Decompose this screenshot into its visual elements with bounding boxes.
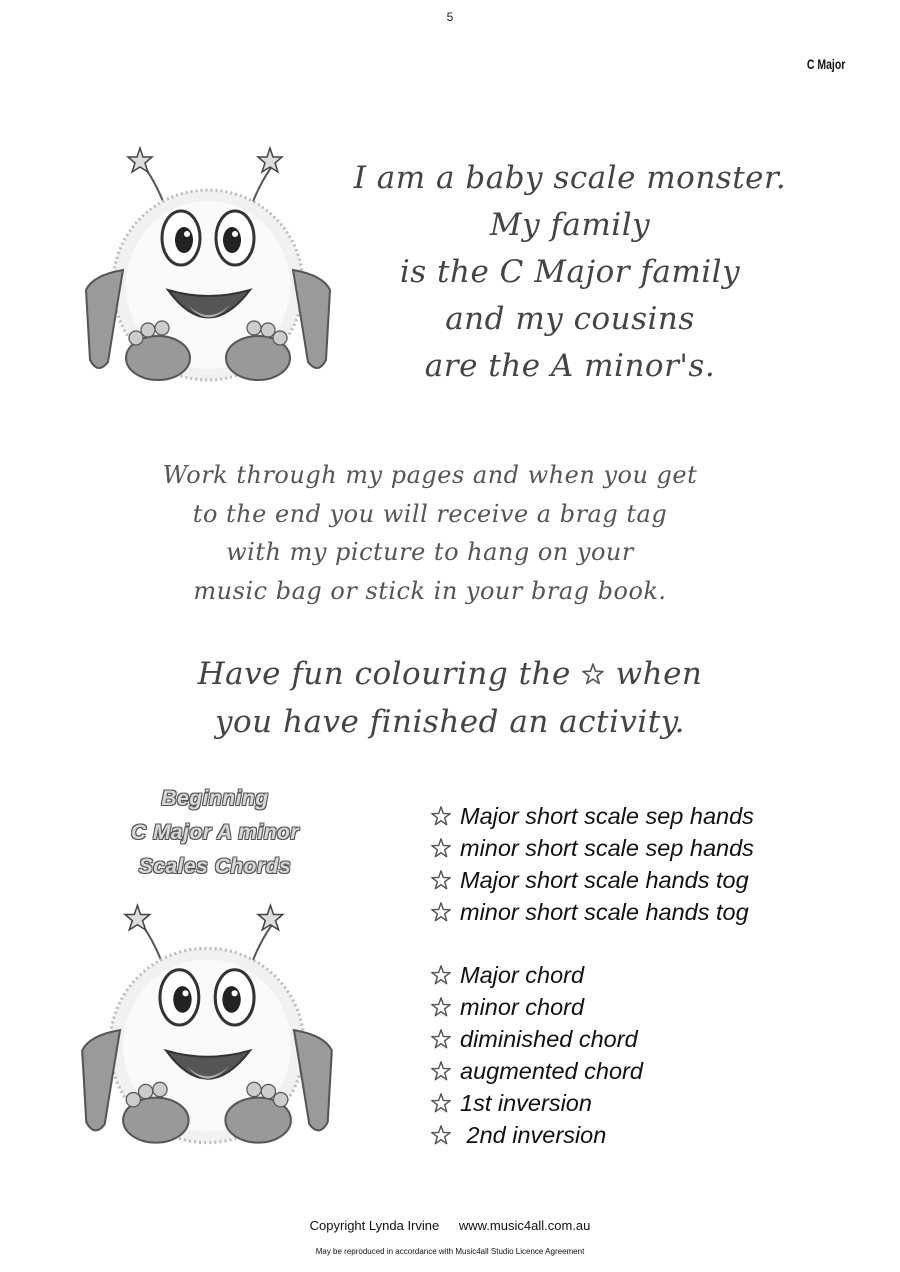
list-item (430, 959, 643, 991)
star-outline-icon[interactable] (430, 901, 452, 923)
star-outline-icon[interactable] (430, 1028, 452, 1050)
task-label: Major short scale hands tog (460, 867, 749, 893)
intro-line: My family (489, 207, 651, 243)
star-outline-icon[interactable] (430, 1060, 452, 1082)
intro-line: is the C Major family (399, 254, 741, 290)
instructions-line: music bag or stick in your brag book. (193, 576, 667, 605)
star-outline-icon[interactable] (430, 1092, 452, 1114)
instructions-line: to the end you will receive a brag tag (192, 499, 668, 528)
beginning-title-line: Beginning (161, 787, 269, 810)
instructions-text (110, 456, 750, 610)
colouring-note-start: Have fun colouring the (197, 656, 571, 692)
list-item (430, 896, 754, 928)
beginning-title (85, 782, 345, 884)
instructions-line: Work through my pages and when you get (162, 461, 698, 489)
intro-line: I am a baby scale monster. (353, 160, 787, 196)
list-item (430, 991, 643, 1023)
task-label: 2nd inversion (460, 1122, 607, 1148)
colouring-note-line2: you have finished an activity. (215, 704, 685, 740)
website-link[interactable]: www.music4all.com.au (458, 1218, 591, 1233)
intro-text (330, 155, 810, 390)
star-outline-icon[interactable] (430, 964, 452, 986)
task-label: Major short scale sep hands (460, 803, 754, 829)
list-item (430, 800, 754, 832)
colouring-note-end: when (615, 656, 703, 692)
list-item (430, 1023, 643, 1055)
list-item (430, 1055, 643, 1087)
star-outline-icon[interactable] (430, 996, 452, 1018)
star-outline-icon (581, 662, 605, 686)
list-item (430, 864, 754, 896)
monster-icon (78, 140, 338, 390)
intro-line: are the A minor's. (424, 348, 716, 384)
instructions-line: with my picture to hang on your (226, 538, 634, 566)
list-item (430, 832, 754, 864)
task-label: augmented chord (460, 1058, 643, 1084)
task-label: diminished chord (460, 1026, 638, 1052)
beginning-title-line: C Major A minor (130, 821, 300, 844)
monster-icon (74, 895, 340, 1155)
star-outline-icon[interactable] (430, 805, 452, 827)
task-label: 1st inversion (460, 1090, 592, 1116)
list-item (430, 1119, 643, 1151)
page-number: 5 (446, 10, 454, 24)
intro-line: and my cousins (445, 301, 695, 337)
list-item (430, 1087, 643, 1119)
chord-checklist (430, 959, 643, 1151)
copyright-text: Copyright Lynda Irvine (309, 1218, 440, 1233)
copyright-line (0, 1218, 900, 1233)
colouring-note (120, 650, 780, 746)
beginning-title-line: Scales Chords (138, 855, 292, 878)
licence-note: May be reproduced in accordance with Music4all Studio Licence Agreement (315, 1247, 585, 1256)
star-outline-icon[interactable] (430, 837, 452, 859)
section-label: C Major (806, 56, 845, 72)
task-label: minor short scale sep hands (460, 835, 754, 861)
task-label: Major chord (460, 962, 585, 988)
scale-checklist (430, 800, 754, 928)
task-label: minor short scale hands tog (460, 899, 749, 925)
task-label: minor chord (460, 994, 585, 1020)
star-outline-icon[interactable] (430, 869, 452, 891)
star-outline-icon[interactable] (430, 1124, 452, 1146)
